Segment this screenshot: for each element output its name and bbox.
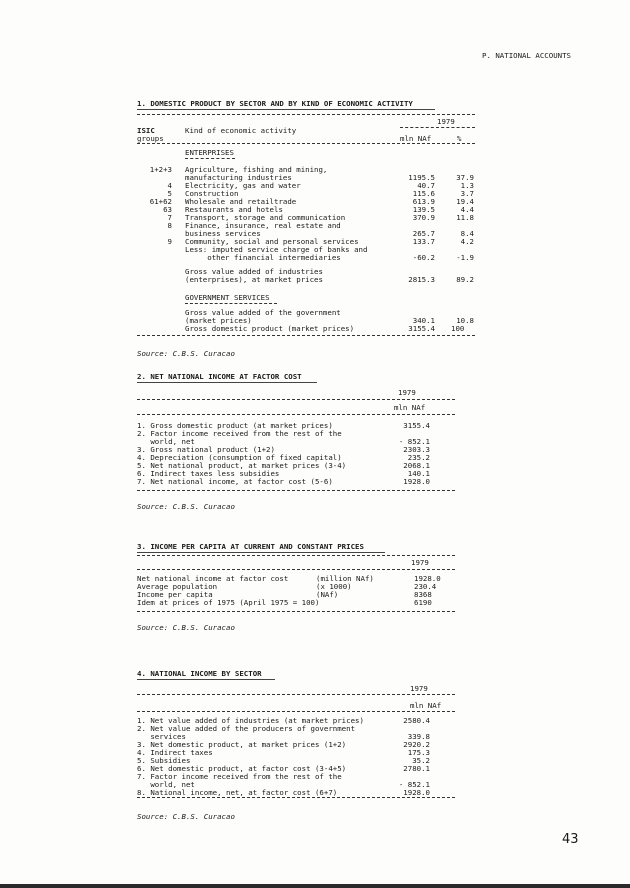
activity-value: 115.6 <box>412 189 435 198</box>
per-capita-unit: (NAf) <box>316 590 339 599</box>
sector-item-value: - 852.1 <box>398 780 430 789</box>
per-capita-value: 6190 <box>414 598 432 607</box>
page-bottom-edge <box>0 884 630 888</box>
sector-item-value: 175.3 <box>407 748 430 757</box>
sector-item-value: 2920.2 <box>403 740 430 749</box>
table3-source: Source: C.B.S. Curacao <box>137 623 235 632</box>
activity-label: Restaurants and hotels <box>185 205 283 214</box>
per-capita-label: Average population <box>137 582 218 591</box>
page-number: 43 <box>562 832 579 847</box>
sector-item-value: 2780.1 <box>403 764 430 773</box>
income-item-label: 4. Depreciation (consumption of fixed capital) <box>137 453 342 462</box>
income-item-label: 2. Factor income received from the rest of the <box>137 429 342 438</box>
table1-govva-pct: 10.8 <box>456 316 474 325</box>
table1-govva-value: 340.1 <box>412 316 435 325</box>
table1-col-groups: groups <box>137 134 164 143</box>
income-item-value: 2303.3 <box>403 445 430 454</box>
table4-rule-bottom <box>137 797 455 798</box>
table3-rule-1 <box>137 555 455 556</box>
sector-item-label: 8. National income, net, at factor cost (6+7) <box>137 788 338 797</box>
isic-code: 63 <box>163 205 172 214</box>
activity-pct: 11.8 <box>456 213 474 222</box>
activity-pct: 1.3 <box>460 181 474 190</box>
sector-item-value: 1928.0 <box>403 788 430 797</box>
income-item-value: 1928.0 <box>403 477 430 486</box>
isic-code: 5 <box>167 189 172 198</box>
income-item-value: 3155.4 <box>403 421 430 430</box>
table2-year: 1979 <box>398 388 416 397</box>
table4-source: Source: C.B.S. Curacao <box>137 812 235 821</box>
table1-govva-label-2: (market prices) <box>185 316 252 325</box>
table1-title-underline <box>137 109 435 110</box>
sector-item-label: 2. Net value added of the producers of government <box>137 724 356 733</box>
activity-label: Community, social and personal services <box>185 237 359 246</box>
sector-item-label: 3. Net domestic product, at market prices (1+2) <box>137 740 347 749</box>
activity-value: 1195.5 <box>408 173 435 182</box>
table3-title: 3. INCOME PER CAPITA AT CURRENT AND CONSTANT PRICES <box>137 542 364 551</box>
table1-source: Source: C.B.S. Curacao <box>137 349 235 358</box>
income-item-label: 6. Indirect taxes less subsidies <box>137 469 280 478</box>
sector-item-value: 339.8 <box>407 732 430 741</box>
activity-value: 370.9 <box>412 213 435 222</box>
activity-label-cont: business services <box>185 229 261 238</box>
table1-col-isic: ISIC <box>137 126 155 135</box>
isic-code: 4 <box>167 181 172 190</box>
table2-title: 2. NET NATIONAL INCOME AT FACTOR COST <box>137 372 302 381</box>
per-capita-label: Net national income at factor cost <box>137 574 289 583</box>
activity-label: Electricity, gas and water <box>185 181 301 190</box>
table2-unit: mln NAf <box>394 403 426 412</box>
section-header: P. NATIONAL ACCOUNTS <box>482 51 571 60</box>
table1-govva-label-1: Gross value added of the government <box>185 308 341 317</box>
table1-year: 1979 <box>437 117 455 126</box>
table4-year: 1979 <box>410 684 428 693</box>
table1-col-kind: Kind of economic activity <box>185 126 297 135</box>
per-capita-label: Income per capita <box>137 590 213 599</box>
table2-rule-1 <box>137 399 455 400</box>
per-capita-label: Idem at prices of 1975 (April 1975 = 100) <box>137 598 320 607</box>
table1-gdp-pct: 100 <box>451 324 465 333</box>
table1-enterprises-heading: ENTERPRISES <box>185 148 234 157</box>
activity-value: -60.2 <box>412 253 435 262</box>
isic-code: 1+2+3 <box>149 165 172 174</box>
table3-title-underline <box>137 552 385 553</box>
table1-gva-label-2: (enterprises), at market prices <box>185 275 323 284</box>
activity-value: 265.7 <box>412 229 435 238</box>
income-item-value: 140.1 <box>407 469 430 478</box>
table2-rule-2 <box>137 414 455 415</box>
activity-label-cont: manufacturing industries <box>185 173 292 182</box>
activity-label: Transport, storage and communication <box>185 213 346 222</box>
sector-item-value: 35.2 <box>412 756 430 765</box>
table1-government-underline <box>185 303 277 304</box>
activity-value: 40.7 <box>417 181 435 190</box>
activity-pct: 37.9 <box>456 173 474 182</box>
sector-item-label: 6. Net domestic product, at factor cost (3-4+5) <box>137 764 347 773</box>
table3-rule-bottom <box>137 611 455 612</box>
income-item-label-cont: world, net <box>137 437 195 446</box>
activity-value: 133.7 <box>412 237 435 246</box>
activity-pct: 4.2 <box>460 237 474 246</box>
per-capita-value: 230.4 <box>414 582 437 591</box>
table4-title: 4. NATIONAL INCOME BY SECTOR <box>137 669 262 678</box>
table2-source: Source: C.B.S. Curacao <box>137 502 235 511</box>
table1-enterprises-underline <box>185 158 235 159</box>
per-capita-value: 8368 <box>414 590 432 599</box>
sector-item-value: 2580.4 <box>403 716 430 725</box>
activity-label: Construction <box>185 189 239 198</box>
activity-value: 613.9 <box>412 197 435 206</box>
income-item-label: 7. Net national income, at factor cost (5-6) <box>137 477 333 486</box>
income-item-value: - 852.1 <box>398 437 430 446</box>
table4-title-underline <box>137 679 275 680</box>
table1-rule-bottom <box>137 335 475 336</box>
activity-pct: -1.9 <box>456 253 474 262</box>
isic-code: 8 <box>167 221 172 230</box>
table2-rule-bottom <box>137 490 455 491</box>
sector-item-label: 7. Factor income received from the rest of the <box>137 772 342 781</box>
table4-unit: mln NAf <box>410 701 442 710</box>
activity-pct: 8.4 <box>460 229 474 238</box>
table1-title: 1. DOMESTIC PRODUCT BY SECTOR AND BY KIND OF ECONOMIC ACTIVITY <box>137 99 413 108</box>
per-capita-unit: (x 1000) <box>316 582 352 591</box>
isic-code: 9 <box>167 237 172 246</box>
table1-gva-label-1: Gross value added of industries <box>185 267 323 276</box>
table1-rule-top <box>137 114 475 115</box>
table1-col-pct: % <box>457 134 462 143</box>
table1-rule-head <box>137 143 475 144</box>
table1-gva-value: 2815.3 <box>408 275 435 284</box>
activity-label: Agriculture, fishing and mining, <box>185 165 328 174</box>
sector-item-label-cont: world, net <box>137 780 195 789</box>
table2-title-underline <box>137 382 317 383</box>
table1-gdp-label: Gross domestic product (market prices) <box>185 324 355 333</box>
per-capita-value: 1928.0 <box>414 574 441 583</box>
activity-pct: 19.4 <box>456 197 474 206</box>
sector-item-label: 4. Indirect taxes <box>137 748 213 757</box>
per-capita-unit: (million NAf) <box>316 574 374 583</box>
activity-pct: 4.4 <box>460 205 474 214</box>
sector-item-label: 1. Net value added of industries (at market prices) <box>137 716 364 725</box>
activity-label-cont: other financial intermediaries <box>185 253 341 262</box>
income-item-label: 5. Net national product, at market prices (3-4) <box>137 461 347 470</box>
sector-item-label-cont: services <box>137 732 186 741</box>
table1-gdp-value: 3155.4 <box>408 324 435 333</box>
table1-col-mln: mln NAf <box>400 134 432 143</box>
isic-code: 61+62 <box>149 197 172 206</box>
table4-rule-1 <box>137 694 455 695</box>
activity-pct: 3.7 <box>460 189 474 198</box>
table3-year: 1979 <box>411 558 429 567</box>
activity-value: 139.5 <box>412 205 435 214</box>
activity-label: Less: imputed service charge of banks and <box>185 245 368 254</box>
sector-item-label: 5. Subsidies <box>137 756 191 765</box>
isic-code: 7 <box>167 213 172 222</box>
table1-gva-pct: 89.2 <box>456 275 474 284</box>
table4-rule-2 <box>137 711 455 712</box>
activity-label: Wholesale and retailtrade <box>185 197 297 206</box>
income-item-label: 3. Gross national product (1+2) <box>137 445 275 454</box>
income-item-label: 1. Gross domestic product (at market prices) <box>137 421 333 430</box>
income-item-value: 235.2 <box>407 453 430 462</box>
income-item-value: 2068.1 <box>403 461 430 470</box>
table3-rule-2 <box>137 569 455 570</box>
table1-year-rule <box>400 127 475 128</box>
activity-label: Finance, insurance, real estate and <box>185 221 341 230</box>
table1-government-heading: GOVERNMENT SERVICES <box>185 293 270 302</box>
